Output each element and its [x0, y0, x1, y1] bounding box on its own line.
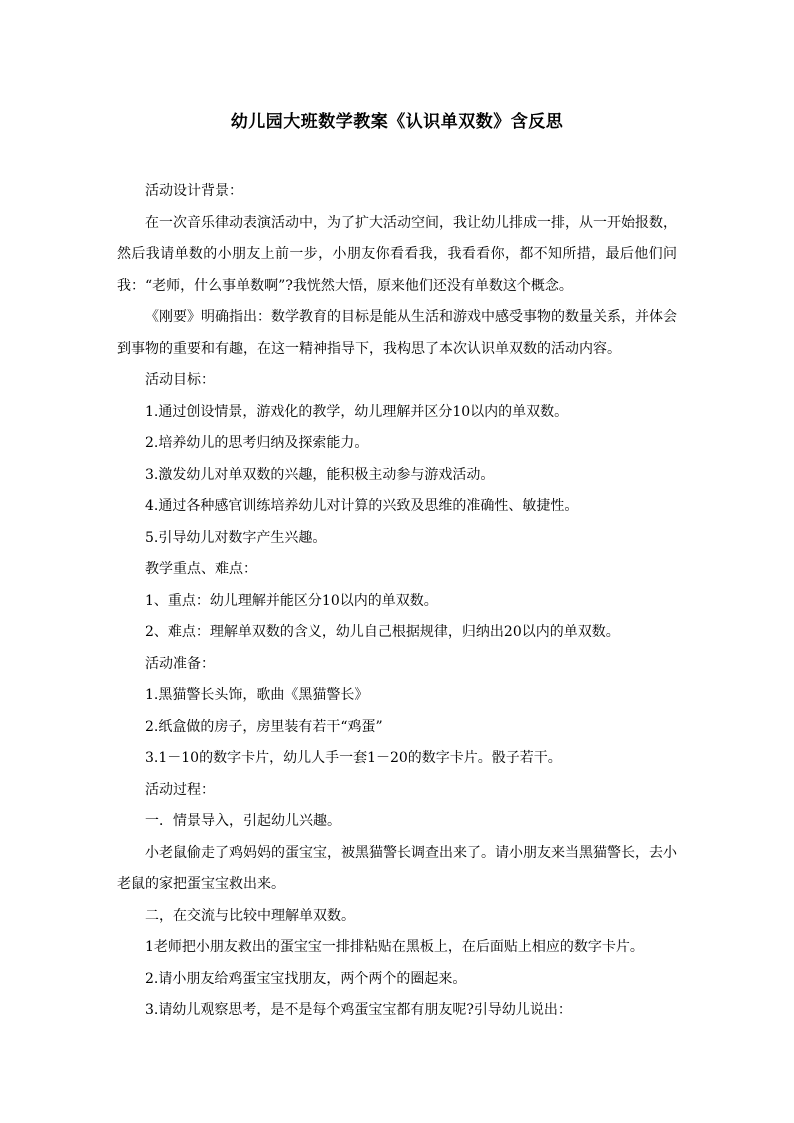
paragraph-background-heading: 活动设计背景：: [145, 183, 243, 199]
paragraph-background-story: 在一次音乐律动表演活动中，为了扩大活动空间，我让幼儿排成一排，从一开始报数，然后我请单数的小朋友上前一步，小朋友你看看我，我看看你，都不知所措，最后他们问我：“老师，什么事单数啊”?我恍然大悟，原来他们还没有单数这个概念。: [117, 214, 677, 294]
document-title: 幼儿园大班数学教案《认识单双数》含反思: [230, 112, 564, 132]
paragraph-process-item-3: 3.请幼儿观察思考，是不是每个鸡蛋宝宝都有朋友呢?引导幼儿说出：: [145, 1002, 572, 1018]
paragraph-goal-5: 5.引导幼儿对数字产生兴趣。: [145, 529, 327, 546]
paragraph-keypoint-1: 1、重点：幼儿理解并能区分10以内的单双数。: [145, 592, 438, 609]
paragraph-process-step-1: 一．情景导入，引起幼儿兴趣。: [145, 813, 341, 829]
paragraph-keypoints-heading: 教学重点、难点：: [145, 561, 257, 577]
paragraph-process-heading: 活动过程：: [145, 781, 215, 798]
paragraph-preparation-heading: 活动准备：: [145, 655, 215, 672]
paragraph-process-step-2: 二，在交流与比较中理解单双数。: [145, 907, 355, 924]
paragraph-goal-1: 1.通过创设情景，游戏化的教学，幼儿理解并区分10以内的单双数。: [145, 403, 569, 420]
paragraph-process-item-2: 2.请小朋友给鸡蛋宝宝找朋友，两个两个的圈起来。: [145, 970, 467, 987]
paragraph-preparation-2: 2.纸盒做的房子，房里装有若干“鸡蛋”: [145, 718, 383, 735]
paragraph-goal-2: 2.培养幼儿的思考归纳及探索能力。: [145, 435, 369, 451]
paragraph-preparation-1: 1.黑猫警长头饰，歌曲《黑猫警长》: [145, 687, 369, 703]
paragraph-keypoint-2: 2、难点：理解单双数的含义，幼儿自己根据规律，归纳出20以内的单双数。: [145, 624, 620, 640]
paragraph-goals-heading: 活动目标：: [145, 372, 215, 388]
paragraph-process-story: 小老鼠偷走了鸡妈妈的蛋宝宝，被黑猫警长调查出来了。请小朋友来当黑猫警长，去小老鼠的家把蛋宝宝救出来。: [117, 844, 677, 892]
paragraph-goal-4: 4.通过各种感官训练培养幼儿对计算的兴致及思维的准确性、敏捷性。: [145, 498, 579, 514]
paragraph-guideline: 《刚要》明确指出：数学教育的目标是能从生活和游戏中感受事物的数量关系，并体会到事物的重要和有趣，在这一精神指导下，我构思了本次认识单双数的活动内容。: [117, 309, 677, 357]
paragraph-process-item-1: 1老师把小朋友救出的蛋宝宝一排排粘贴在黑板上，在后面贴上相应的数字卡片。: [145, 939, 644, 955]
document-body: [117, 176, 677, 1027]
paragraph-preparation-3: 3.1－10的数字卡片，幼儿人手一套1－20的数字卡片。骰子若干。: [145, 750, 562, 766]
paragraph-goal-3: 3.激发幼儿对单双数的兴趣，能积极主动参与游戏活动。: [145, 466, 495, 483]
